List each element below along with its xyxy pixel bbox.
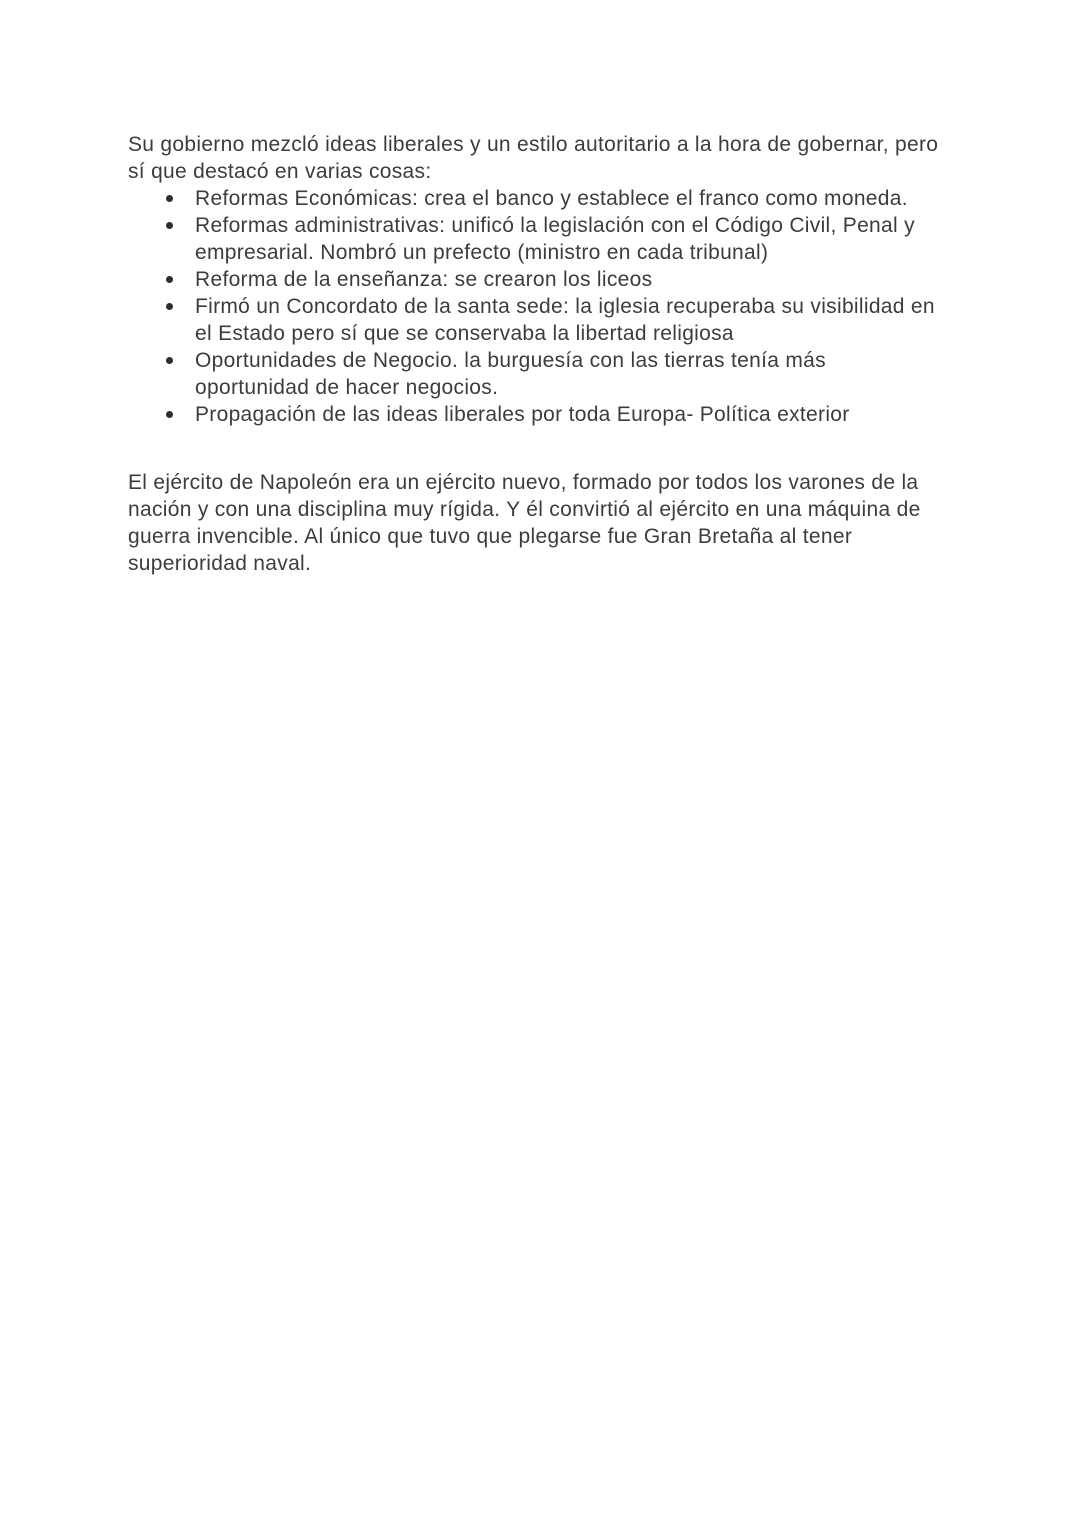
bullet-item: Reformas Económicas: crea el banco y establece el franco como moneda.: [128, 185, 946, 212]
bullet-item: Reforma de la enseñanza: se crearon los liceos: [128, 266, 946, 293]
bullet-item: Firmó un Concordato de la santa sede: la iglesia recuperaba su visibilidad en el Estado pero sí que se conservaba la libertad religiosa: [128, 293, 946, 347]
bullet-item: Reformas administrativas: unificó la legislación con el Código Civil, Penal y empresarial. Nombró un prefecto (ministro en cada tribunal): [128, 212, 946, 266]
paragraph-spacer: [128, 428, 946, 455]
bullet-item: Propagación de las ideas liberales por toda Europa- Política exterior: [128, 401, 946, 428]
bullet-item: Oportunidades de Negocio. la burguesía con las tierras tenía más oportunidad de hacer negocios.: [128, 347, 946, 401]
closing-paragraph: El ejército de Napoleón era un ejército nuevo, formado por todos los varones de la nación y con una disciplina muy rígida. Y él convirtió al ejército en una máquina de guerra invencible. Al único que tuvo que plegarse fue Gran Bretaña al tener superioridad naval.: [128, 471, 921, 575]
document-body: [128, 131, 946, 577]
intro-paragraph: Su gobierno mezcló ideas liberales y un estilo autoritario a la hora de gobernar, pero sí que destacó en varias cosas:: [128, 133, 939, 183]
bullet-list: [128, 185, 946, 428]
